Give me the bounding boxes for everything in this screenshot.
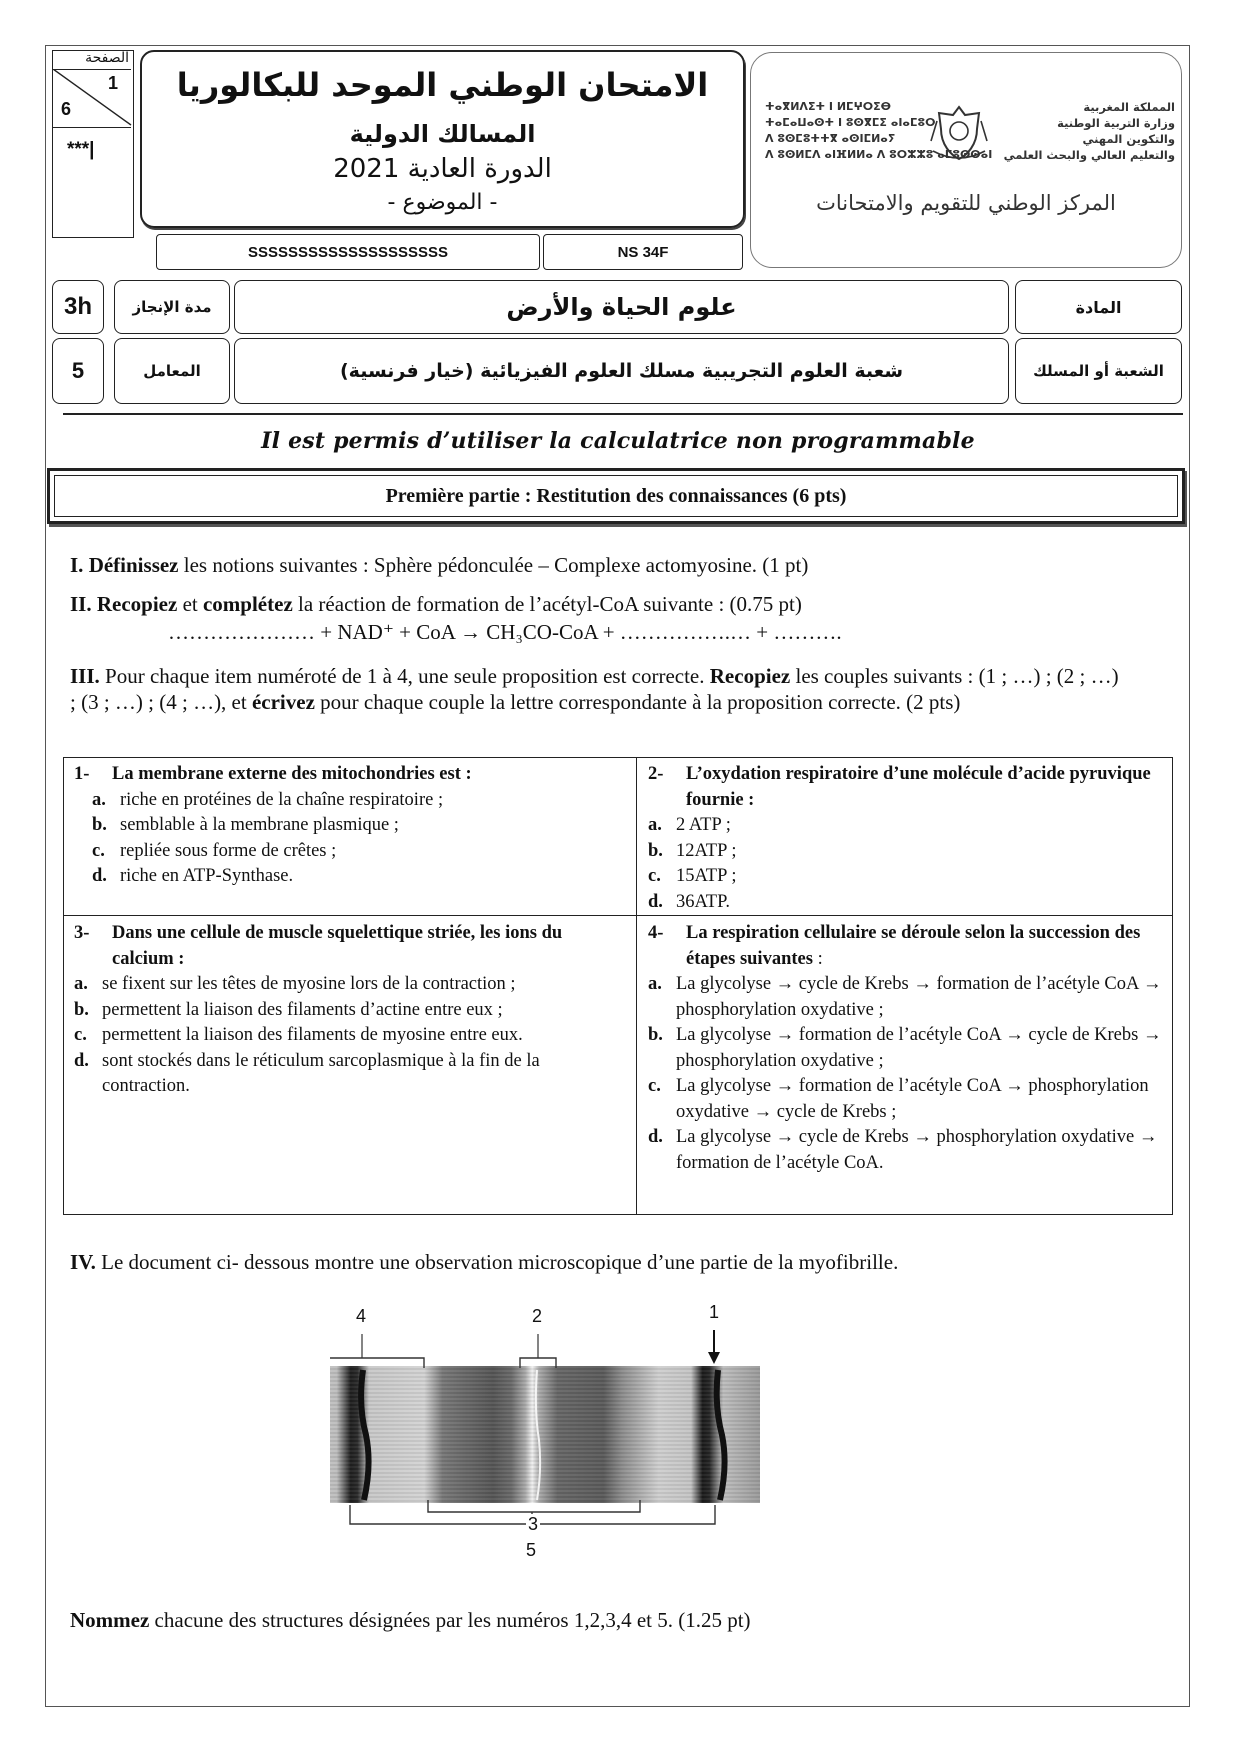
question-3: III. Pour chaque item numéroté de 1 à 4, une seule proposition est correcte. Recopiez les couples suivants : (1 ; …) ; (2 ; …) ; (3 ; …) ; (4 ; …), et écrivez pour chaque couple la lettre correspondante à la proposition correcte. (2 pts): [70, 664, 1119, 714]
question-1: [70, 552, 1170, 578]
exam-subtitle: المسالك الدولية: [349, 120, 536, 148]
mc-item-3: 3- Dans une cellule de muscle squelettique striée, les ions du calcium : a. se fixent sur les têtes de myosine lors de la contraction ; b. permettent la liaison des filaments d’actine entre eux ; c. permettent la liaison des filaments de myosine entre eux. d. sont stockés dans le réticulum sarcoplasmique à la fin de la contraction.: [64, 917, 636, 1104]
ministry-latin-tifinagh: ⵜⴰⴳⵍⴷⵉⵜ ⵏ ⵍⵎⵖⵔⵉⴱ ⵜⴰⵎⴰⵡⴰⵙⵜ ⵏ ⵓⵙⴳⵎⵉ ⴰⵏⴰⵎⵓⵔ ⴷ ⵓⵙⵎⵓⵜⵜⴳ ⴰⵙⵏⵎⵍⴰⵢ ⴷ ⵓⵙⵍⵎⴷ ⴰⵏⴼⵍⵍⴰ ⴷ ⵓⵔⵣⵣⵓ ⴰⵎⵓⵙⵙⴰⵏ: [765, 100, 993, 161]
coef-value-box: [52, 338, 104, 404]
arrow-down-icon: [708, 1352, 720, 1364]
coef-label: المعامل: [143, 362, 201, 380]
q2-num: II.: [70, 592, 92, 616]
q1-verb: Définissez: [88, 553, 179, 577]
exam-center-name: المركز الوطني للتقويم والامتحانات: [816, 191, 1116, 215]
q1-text: les notions suivantes : Sphère pédonculée – Complexe actomyosine. (1 pt): [178, 553, 809, 577]
q3-num: III.: [70, 664, 100, 688]
branch-label-box: [1015, 338, 1182, 404]
figure-label-5: 5: [526, 1540, 537, 1560]
mc-table: [63, 757, 1173, 1215]
figure-label-4: 4: [356, 1306, 367, 1326]
mc-2-option-c: c. 15ATP ;: [648, 866, 737, 886]
q2-text: la réaction de formation de l’acétyl-CoA suivante : (0.75 pt): [292, 592, 802, 616]
myofibril-figure: [330, 1300, 870, 1570]
subject-name-box: [234, 280, 1009, 334]
coef-label-box: [114, 338, 230, 404]
exam-subject-tag: - الموضوع -: [387, 190, 498, 215]
mc-1-option-a: a. riche en protéines de la chaîne respiratoire ;: [92, 789, 444, 810]
branch-label: الشعبة أو المسلك: [1033, 362, 1164, 380]
duration-value: 3h: [63, 293, 92, 320]
figure-label-2: 2: [532, 1306, 543, 1326]
q1-num: I.: [70, 553, 84, 577]
subject-label: المادة: [1075, 297, 1122, 317]
duration-value-box: [52, 280, 104, 334]
part-title: Première partie : Restitution des connaissances (6 pts): [385, 484, 847, 507]
myofibril-micrograph: [330, 1300, 870, 1570]
branch-name-box: [234, 338, 1009, 404]
code-left-box: [156, 234, 540, 270]
q4-text: Le document ci- dessous montre une observation microscopique d’une partie de la myofibrille.: [95, 1250, 899, 1274]
mc-3-option-d: d. sont stockés dans le réticulum sarcoplasmique à la fin de la contraction.: [74, 1050, 540, 1096]
mc-2-option-d: d. 36ATP.: [648, 891, 730, 912]
page-divider-bottom: [53, 127, 131, 128]
header-rule: [63, 413, 1183, 415]
mc-3-option-a: a. se fixent sur les têtes de myosine lors de la contraction ;: [74, 974, 516, 994]
exam-title-box: [140, 50, 745, 228]
page-total: 6: [61, 99, 72, 119]
mc-item-1: 1- La membrane externe des mitochondries est : a. riche en protéines de la chaîne respiratoire ; b. semblable à la membrane plasmique ; c. repliée sous forme de crêtes ; d. riche en ATP-Synthase.: [64, 758, 636, 894]
coat-of-arms-icon: [929, 101, 989, 165]
part-title-box: [47, 468, 1185, 524]
mc-1-option-b: b. semblable à la membrane plasmique ;: [92, 815, 399, 835]
figure-label-3: 3: [528, 1514, 539, 1534]
q5-text: chacune des structures désignées par les numéros 1,2,3,4 et 5. (1.25 pt): [149, 1608, 751, 1632]
q2-mid: et: [177, 592, 203, 616]
question-2: [70, 591, 1170, 617]
mc-4-option-b: b. La glycolyse → formation de l’acétyle CoA → cycle de Krebs → phosphorylation oxydative ;: [648, 1025, 1162, 1071]
calculator-note: Il est permis d’utiliser la calculatrice non programmable: [261, 428, 975, 454]
mc-2-option-a: a. 2 ATP ;: [648, 815, 731, 835]
subject-label-box: [1015, 280, 1182, 334]
page-current: 1: [108, 73, 119, 93]
duration-label-box: [114, 280, 230, 334]
mc-item-2: 2- L’oxydation respiratoire d’une molécule d’acide pyruvique fournie : a. 2 ATP ; b. 12ATP ; c. 15ATP ; d. 36ATP.: [638, 758, 1172, 919]
stars-mark: ***|: [67, 139, 95, 160]
branch-name: شعبة العلوم التجريبية مسلك العلوم الفيزيائية (خيار فرنسية): [339, 360, 904, 382]
mc-4-option-c: c. La glycolyse → formation de l’acétyle CoA → phosphorylation oxydative → cycle de Krebs ;: [648, 1076, 1149, 1122]
code-right-box: [543, 234, 743, 270]
mc-item-4: 4- La respiration cellulaire se déroule selon la succession des étapes suivantes : a. La glycolyse → cycle de Krebs → formation de l’acétyle CoA → phosphorylation oxydative ; b. La glycolyse → formation de l’acétyle CoA → cycle de Krebs → phosphorylation oxydative ; c. La glycolyse → formation de l’acétyle CoA → phosphorylation oxydative → cycle de Krebs ; d. La glycolyse → cycle de Krebs → phosphorylation oxydative → formation de l’acétyle CoA.: [638, 917, 1172, 1180]
exam-title: الامتحان الوطني الموحد للبكالوريا: [176, 66, 709, 104]
mc-4-option-a: a. La glycolyse → cycle de Krebs → formation de l’acétyle CoA → phosphorylation oxydative ;: [648, 974, 1162, 1020]
ministry-logo-box: [750, 52, 1182, 268]
mc-2-option-b: b. 12ATP ;: [648, 840, 737, 861]
page-label: الصفحة: [85, 50, 129, 66]
q5-verb: Nommez: [70, 1608, 150, 1632]
code-left: SSSSSSSSSSSSSSSSSSSS: [247, 243, 449, 261]
mc-3-option-c: c. permettent la liaison des filaments de myosine entre eux.: [74, 1025, 523, 1045]
mc-4-option-d: d. La glycolyse → cycle de Krebs → phosphorylation oxydative → formation de l’acétyle CoA.: [648, 1127, 1158, 1173]
question-5: [70, 1608, 1170, 1633]
q2-equation: ………………… + NAD⁺ + CoA → CH₃CO-CoA + …………….… + ……….: [168, 620, 842, 644]
duration-label: مدة الإنجاز: [132, 298, 212, 316]
exam-session: الدورة العادية 2021: [333, 154, 552, 184]
question-4: [70, 1250, 1170, 1275]
figure-label-1: 1: [709, 1302, 720, 1322]
page-number-box: [52, 50, 134, 238]
mc-1-option-c: c. repliée sous forme de crêtes ;: [92, 840, 337, 861]
ministry-arabic: المملكة المغربية وزارة التربية الوطنية والتكوين المهني والتعليم العالي والبحث العلمي: [1003, 100, 1175, 162]
code-right: NS 34F: [617, 243, 669, 261]
q4-num: IV.: [70, 1250, 96, 1274]
mc-3-option-b: b. permettent la liaison des filaments d’actine entre eux ;: [74, 999, 503, 1020]
q2-verb1: Recopiez: [96, 592, 178, 616]
q2-verb2: complétez: [202, 592, 293, 616]
mc-1-option-d: d. riche en ATP-Synthase.: [92, 866, 294, 886]
coef-value: 5: [71, 358, 85, 383]
subject-name: علوم الحياة والأرض: [506, 293, 737, 321]
